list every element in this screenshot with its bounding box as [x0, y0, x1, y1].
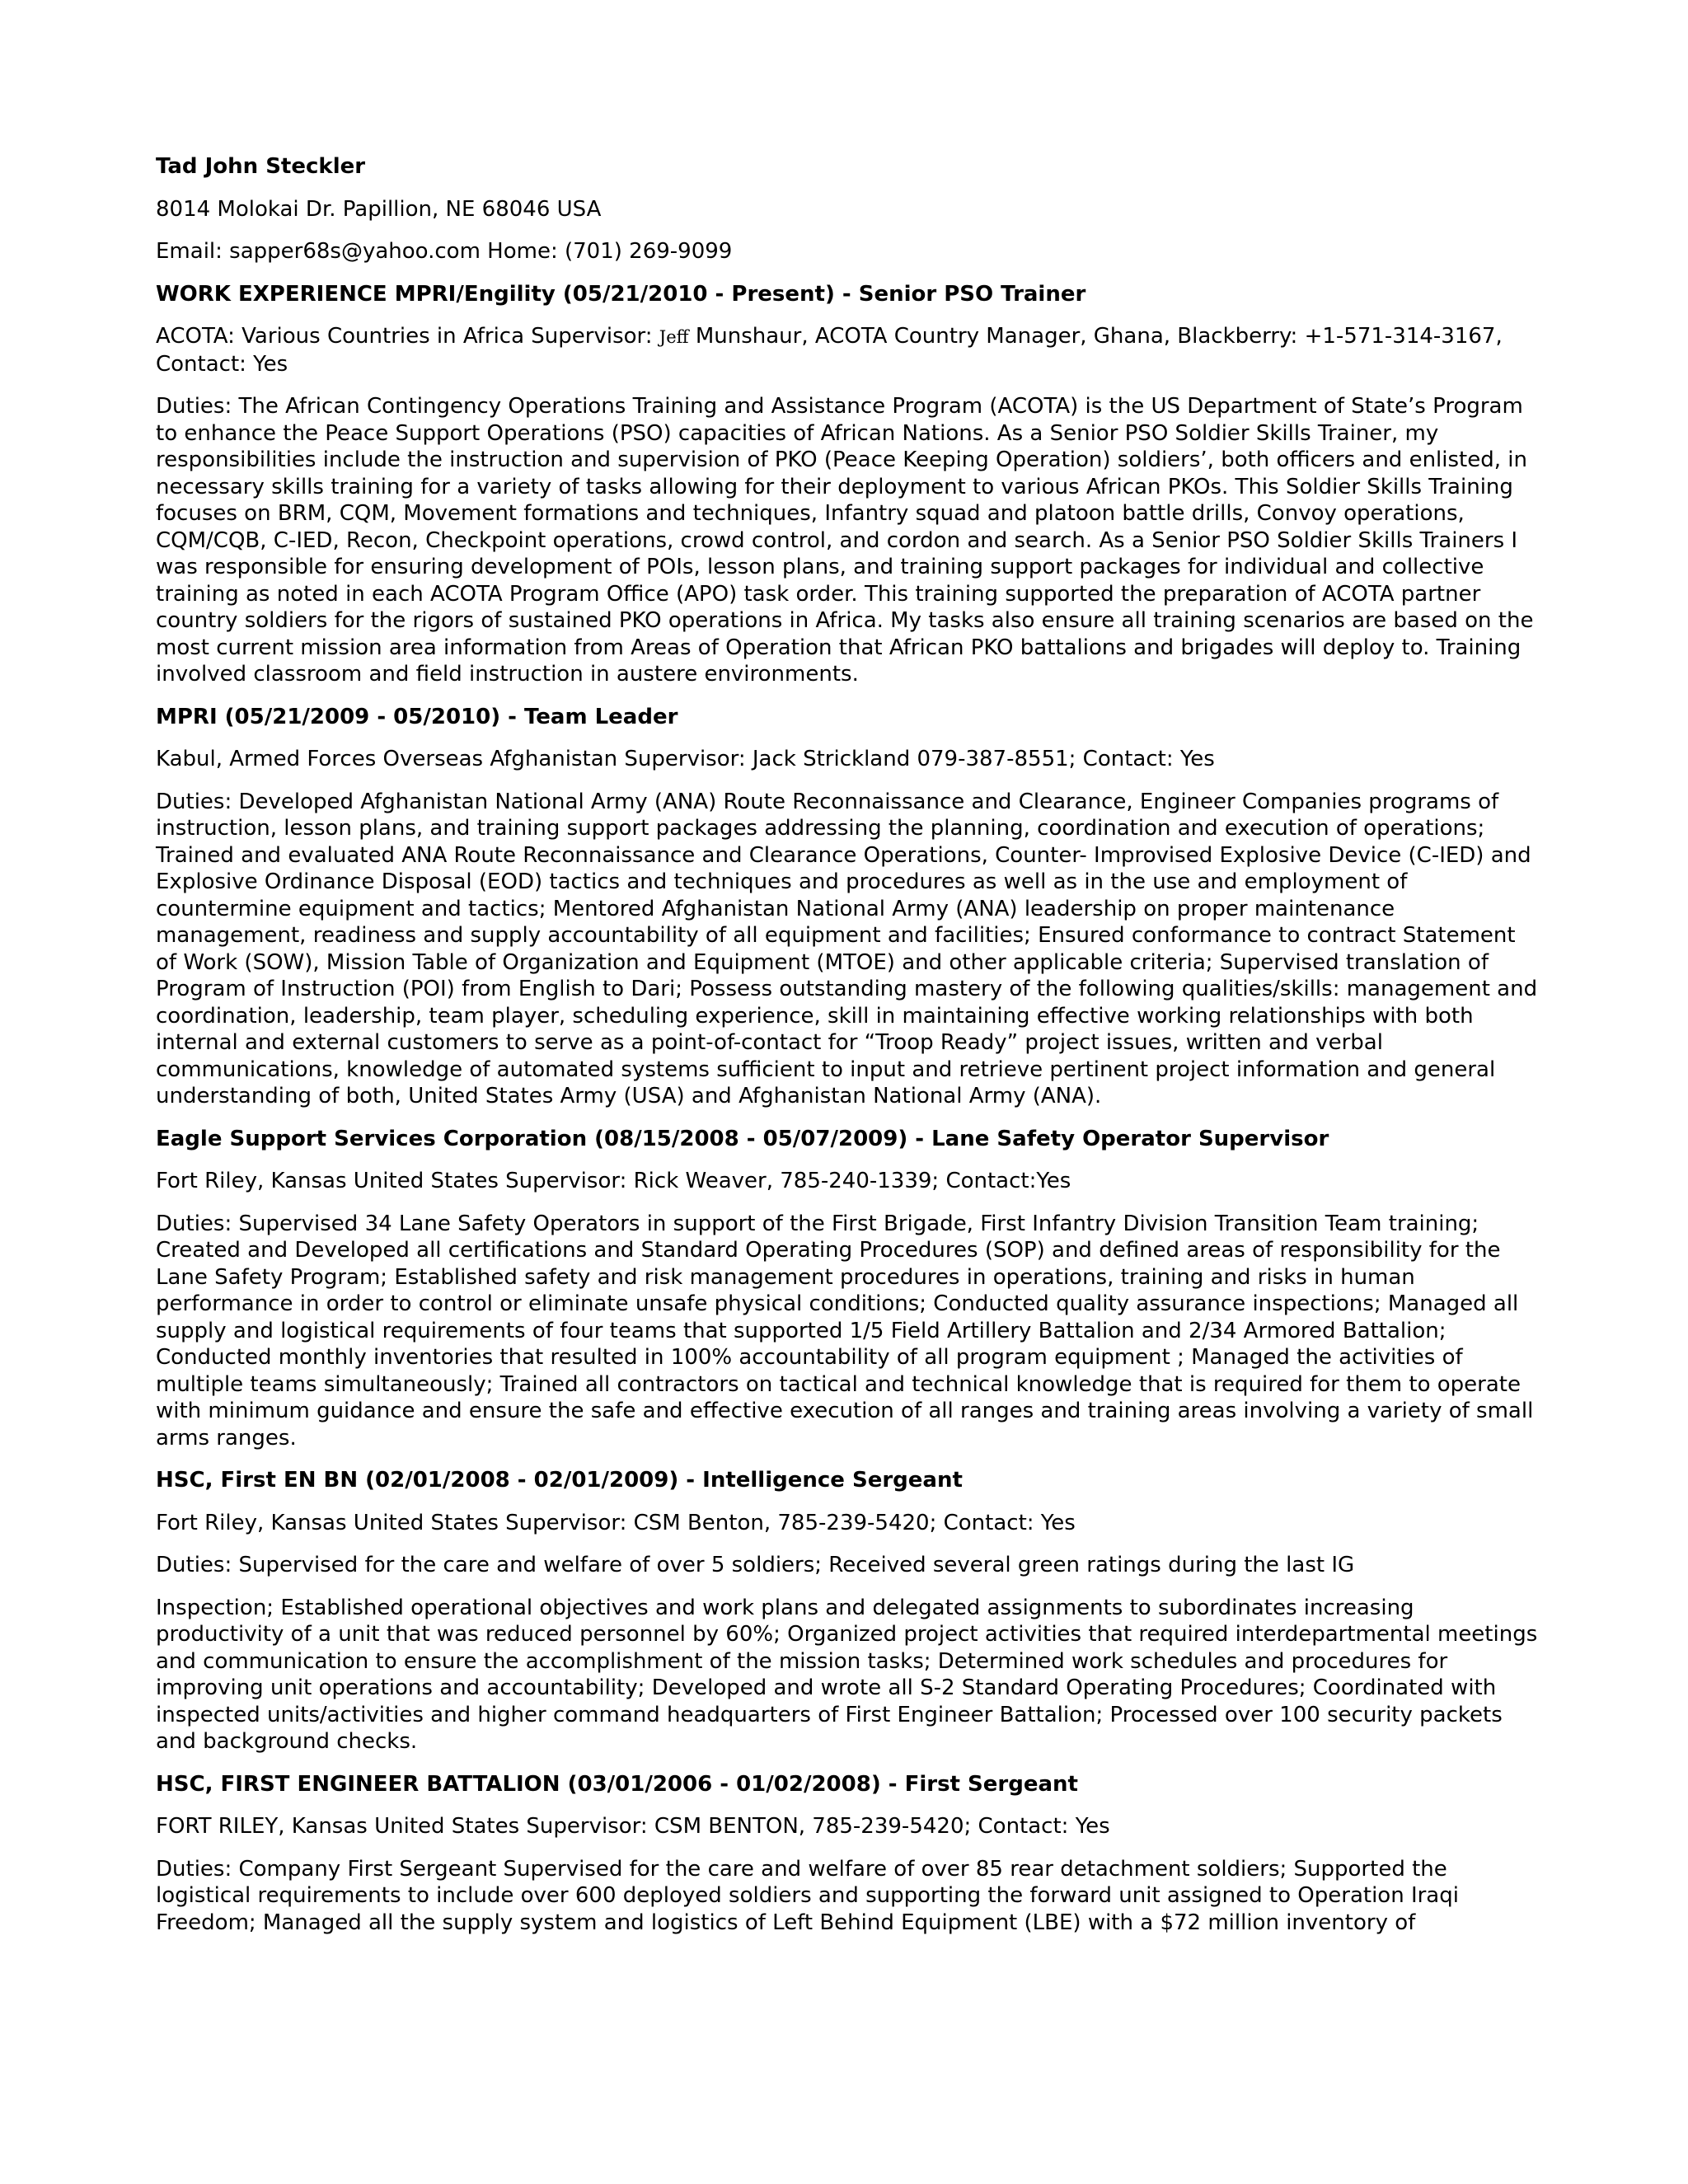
job-location: Fort Riley, Kansas United States Supervisor: Rick Weaver, 785-240-1339; Contact:Yes: [156, 1169, 1071, 1193]
job-entry: [156, 281, 1540, 688]
job-location-text: Munshaur, ACOTA Country Manager, Ghana, Blackberry: +1-571-314-3167, Contact: Yes: [156, 324, 1503, 377]
job-title: HSC, FIRST ENGINEER BATTALION (03/01/2006 - 01/02/2008) - First Sergeant: [156, 1771, 1078, 1797]
job-title: WORK EXPERIENCE MPRI/Engility (05/21/2010 - Present) - Senior PSO Trainer: [156, 281, 1086, 307]
job-entry: [156, 704, 1540, 1110]
job-location: Fort Riley, Kansas United States Supervisor: CSM Benton, 785-239-5420; Contact: Yes: [156, 1510, 1076, 1535]
job-duties: Duties: Developed Afghanistan National Army (ANA) Route Reconnaissance and Clearance, Engineer Companies programs of instruction, lesson plans, and training support packages addressing the planning, coordination and execution of operations; Trained and evaluated ANA Route Reconnaissance and Clearance Operations, Counter- Improvised Explosive Device (C-IED) and Explosive Ordinance Disposal (EOD) tactics and techniques and procedures as well as in the use and employment of countermine equipment and tactics; Mentored Afghanistan National Army (ANA) leadership on proper maintenance management, readiness and supply accountability of all equipment and facilities; Ensured conformance to contract Statement of Work (SOW), Mission Table of Organization and Equipment (MTOE) and other applicable criteria; Supervised translation of Program of Instruction (POI) from English to Dari; Possess outstanding mastery of the following qualities/skills: management and coordination, leadership, team player, scheduling experience, skill in maintaining effective working relationships with both internal and external customers to serve as a point-of-contact for “Troop Ready” project issues, written and verbal communications, knowledge of automated systems sufficient to input and retrieve pertinent project information and general understanding of both, United States Army (USA) and Afghanistan National Army (ANA).: [156, 789, 1538, 1108]
job-location: FORT RILEY, Kansas United States Supervisor: CSM BENTON, 785-239-5420; Contact: Yes: [156, 1814, 1110, 1839]
job-title: MPRI (05/21/2009 - 05/2010) - Team Leader: [156, 704, 678, 729]
job-duties-continued: Inspection; Established operational objectives and work plans and delegated assignments to subordinates increasing productivity of a unit that was reduced personnel by 60%; Organized project activities that required interdepartmental meetings and communication to ensure the accomplishment of the mission tasks; Determined work schedules and procedures for improving unit operations and accountability; Developed and wrote all S-2 Standard Operating Procedures; Coordinated with inspected units/activities and higher command headquarters of First Engineer Battalion; Processed over 100 security packets and background checks.: [156, 1595, 1538, 1754]
supervisor-first-name: Jeff: [659, 327, 689, 347]
applicant-address: 8014 Molokai Dr. Papillion, NE 68046 USA: [156, 196, 602, 222]
job-duties: Duties: Supervised 34 Lane Safety Operators in support of the First Brigade, First Infantry Division Transition Team training; Created and Developed all certifications and Standard Operating Procedures (SOP) and defined areas of responsibility for the Lane Safety Program; Established safety and risk management procedures in operations, training and risks in human performance in order to control or eliminate unsafe physical conditions; Conducted quality assurance inspections; Managed all supply and logistical requirements of four teams that supported 1/5 Field Artillery Battalion and 2/34 Armored Battalion; Conducted monthly inventories that resulted in 100% accountability of all program equipment ; Managed the activities of multiple teams simultaneously; Trained all contractors on tactical and technical knowledge that is required for them to operate with minimum guidance and ensure the safe and effective execution of all ranges and training areas involving a variety of small arms ranges.: [156, 1211, 1534, 1451]
job-location-text: ACOTA: Various Countries in Africa Supervisor:: [156, 324, 659, 349]
job-duties: Duties: The African Contingency Operations Training and Assistance Program (ACOTA) is the US Department of State’s Program to enhance the Peace Support Operations (PSO) capacities of African Nations. As a Senior PSO Soldier Skills Trainer, my responsibilities include the instruction and supervision of PKO (Peace Keeping Operation) soldiers’, both officers and enlisted, in necessary skills training for a variety of tasks allowing for their deployment to various African PKOs. This Soldier Skills Training focuses on BRM, CQM, Movement formations and techniques, Infantry squad and platoon battle drills, Convoy operations, CQM/CQB, C-IED, Recon, Checkpoint operations, crowd control, and cordon and search. As a Senior PSO Soldier Skills Trainers I was responsible for ensuring development of POIs, lesson plans, and training support packages for individual and collective training as noted in each ACOTA Program Office (APO) task order. This training supported the preparation of ACOTA partner country soldiers for the rigors of sustained PKO operations in Africa. My tasks also ensure all training scenarios are based on the most current mission area information from Areas of Operation that African PKO battalions and brigades will deploy to. Training involved classroom and field instruction in austere environments.: [156, 394, 1534, 687]
applicant-contact: Email: sapper68s@yahoo.com Home: (701) 269-9099: [156, 239, 733, 264]
job-entry: [156, 1126, 1540, 1452]
job-entry: [156, 1467, 1540, 1755]
job-location: [156, 323, 1540, 377]
job-title: HSC, First EN BN (02/01/2008 - 02/01/2009) - Intelligence Sergeant: [156, 1468, 963, 1493]
applicant-name: Tad John Steckler: [156, 154, 366, 179]
job-title: Eagle Support Services Corporation (08/15/2008 - 05/07/2009) - Lane Safety Operator Supervisor: [156, 1126, 1329, 1151]
job-location: Kabul, Armed Forces Overseas Afghanistan Supervisor: Jack Strickland 079-387-8551; Contact: Yes: [156, 747, 1215, 771]
job-entry: [156, 1771, 1540, 1937]
job-duties: Duties: Supervised for the care and welfare of over 5 soldiers; Received several green ratings during the last IG: [156, 1553, 1355, 1577]
resume-document: [156, 153, 1540, 1952]
job-duties: Duties: Company First Sergeant Supervised for the care and welfare of over 85 rear detachment soldiers; Supported the logistical requirements to include over 600 deployed soldiers and supporting the forward unit assigned to Operation Iraqi Freedom; Managed all the supply system and logistics of Left Behind Equipment (LBE) with a $72 million inventory of: [156, 1856, 1459, 1935]
